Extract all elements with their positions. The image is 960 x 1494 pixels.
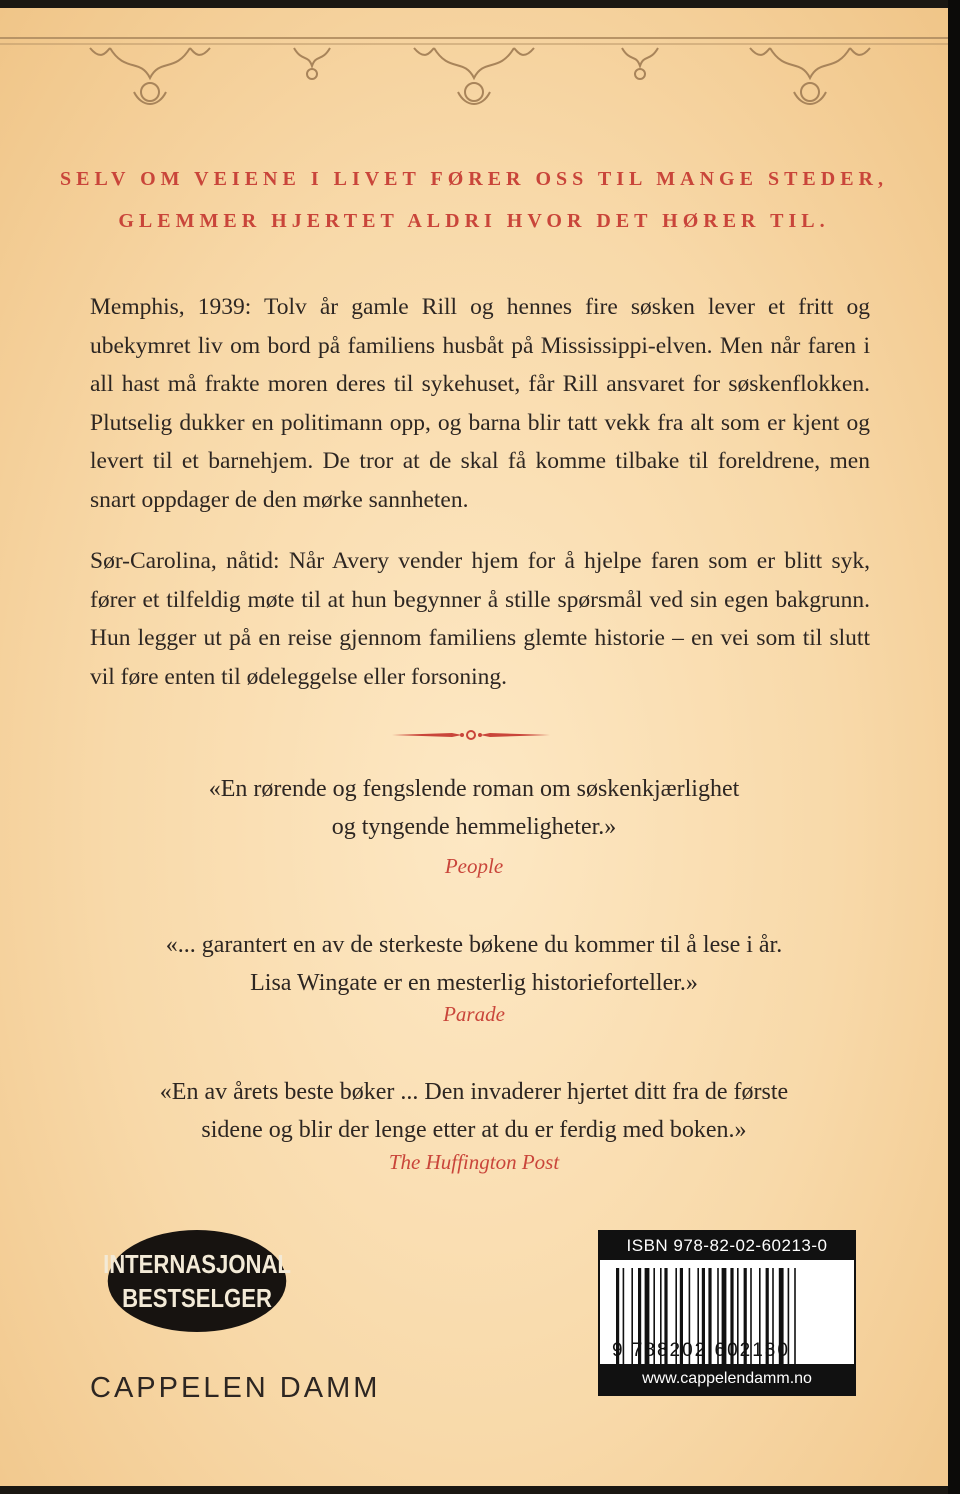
bestseller-badge	[103, 1230, 291, 1332]
review-quote-1-line-1: «En rørende og fengslende roman om søskenkjærlighet	[208, 776, 740, 802]
blurb-paragraph-2: Sør-Carolina, nåtid: Når Avery vender hjem for å hjelpe faren som er blitt syk, fører et tilfeldig møte til at hun begynner å stille spørsmål ved sin egen bakgrunn. Hun legger ut på en reise gjennom familiens glemte historie – en vei som til slutt vil føre enten til ødeleggelse eller forsoning.	[90, 548, 870, 690]
publisher-logo: CAPPELEN DAMM	[90, 1372, 381, 1404]
review-quote-1	[60, 770, 888, 846]
badge-line-1: INTERNASJONAL	[103, 1249, 291, 1279]
review-quote-2-line-1: «... garantert en av de sterkeste bøkene du kommer til å lese i år.	[165, 932, 783, 958]
ornament-divider-icon	[392, 726, 550, 744]
badge-line-2: BESTSELGER	[122, 1283, 272, 1313]
review-quote-1-line-2: og tyngende hemmeligheter.»	[331, 814, 617, 840]
tagline-line-1: SELV OM VEIENE I LIVET FØRER OSS TIL MANGE STEDER,	[60, 168, 888, 190]
review-source-2: Parade	[443, 1002, 505, 1026]
review-quote-2	[60, 926, 888, 1002]
barcode-digits: 9 788202 602130	[612, 1340, 790, 1361]
review-source-1: People	[444, 854, 504, 878]
review-source-3: The Huffington Post	[388, 1150, 560, 1174]
isbn-label: ISBN 978-82-02-60213-0	[600, 1232, 854, 1260]
tagline-line-2: GLEMMER HJERTET ALDRI HVOR DET HØRER TIL.	[118, 210, 830, 232]
review-quote-3	[60, 1073, 888, 1149]
review-quote-3-line-2: sidene og blir der lenge etter at du er ferdig med boken.»	[201, 1117, 747, 1143]
spine-edge	[948, 0, 960, 1494]
book-back-cover	[0, 8, 948, 1486]
publisher-url: www.cappelendamm.no	[600, 1364, 854, 1394]
barcode-block	[598, 1230, 856, 1396]
ornamental-border	[0, 8, 948, 118]
review-quote-2-line-2: Lisa Wingate er en mesterlig historieforteller.»	[250, 970, 698, 996]
review-quote-3-line-1: «En av årets beste bøker ... Den invaderer hjertet ditt fra de første	[159, 1079, 789, 1105]
blurb-paragraph-1: Memphis, 1939: Tolv år gamle Rill og hennes fire søsken lever et fritt og ubekymret liv om bord på familiens husbåt på Mississippi-elven. Men når faren i all hast må frakte moren deres til sykehuset, får Rill ansvaret for søskenflokken. Plutselig dukker en politimann opp, og barna blir tatt vekk fra alt som er kjent og levert til et barnehjem. De tror at de skal få komme tilbake til foreldrene, men snart oppdager de den mørke sannheten.	[90, 294, 870, 513]
